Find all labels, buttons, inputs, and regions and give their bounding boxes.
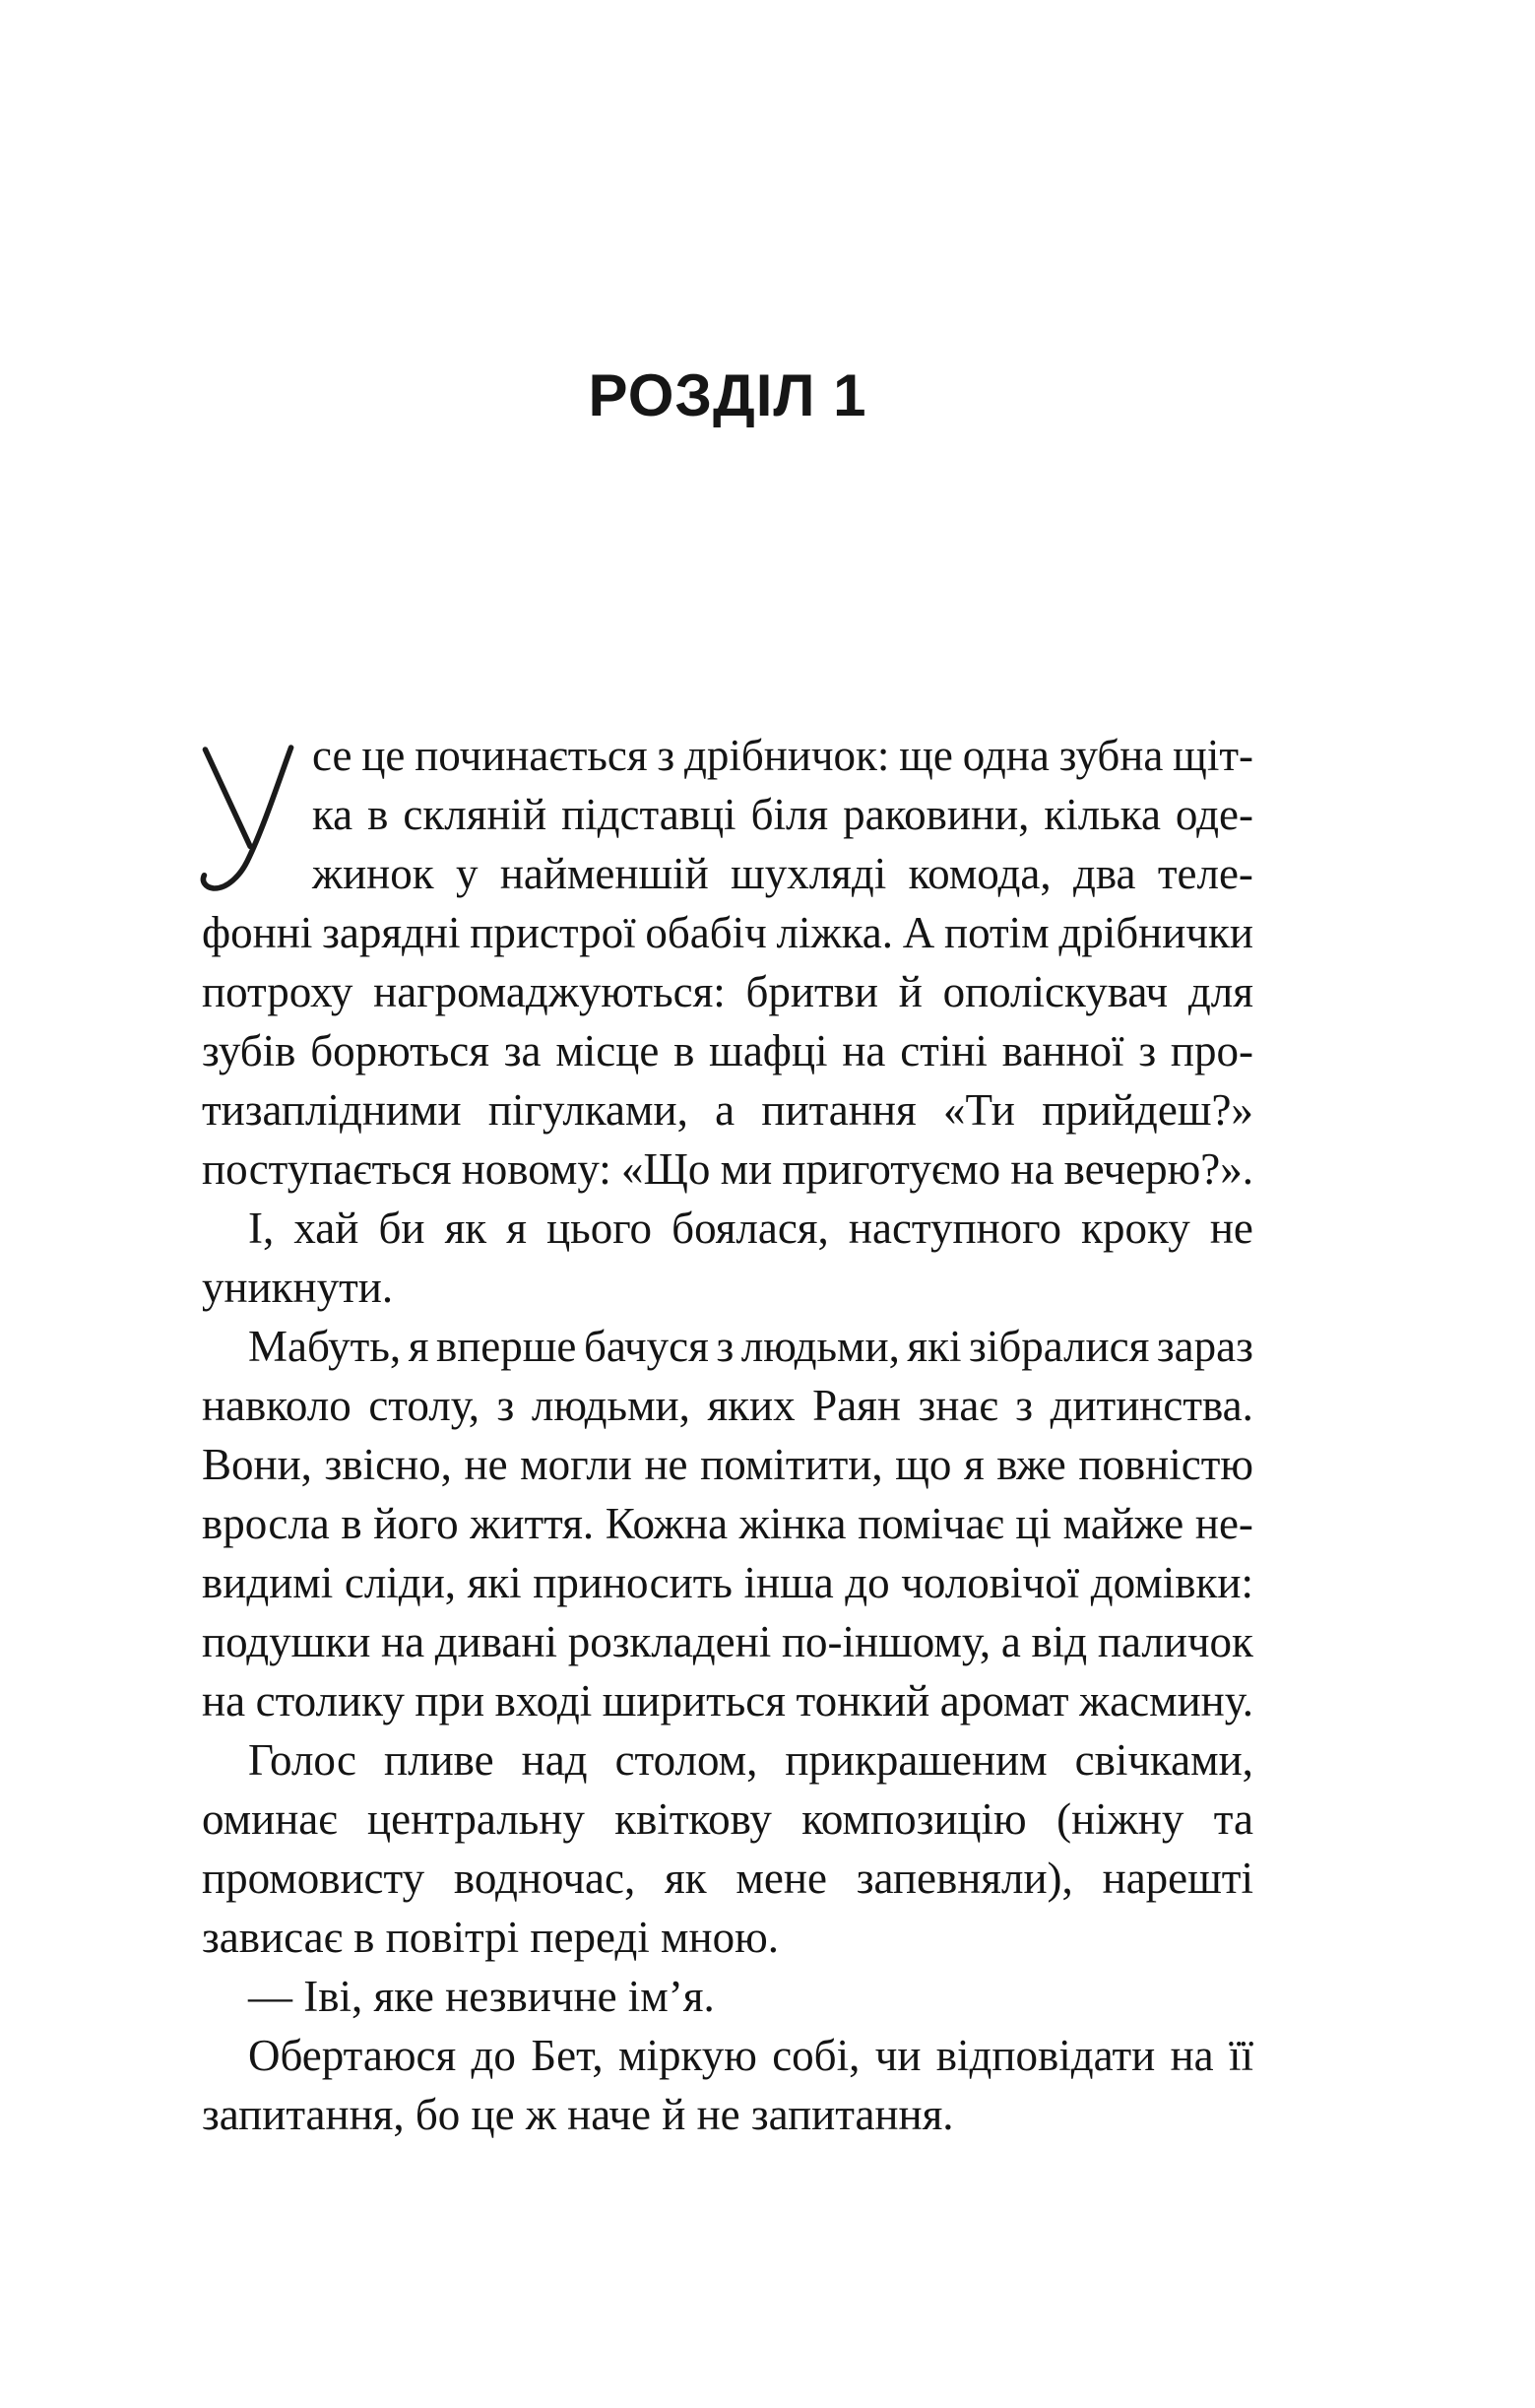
text-line: оминає центральну квіткову композицію (ніжну та [202,1794,1253,1844]
text-line: тизаплідними пігулками, а питання «Ти прийдеш?» [202,1085,1253,1135]
text-line: уникнути. [202,1263,394,1312]
text-line: Мабуть, я вперше бачуся з людьми, які зібралися зараз [248,1322,1253,1371]
text-line: се це починається з дрібничок: ще одна зубна щіт- [312,731,1253,780]
text-line: зависає в повітрі переді мною. [202,1913,779,1962]
text-line: подушки на дивані розкладені по-іншому, а від паличок [202,1617,1253,1666]
drop-cap-letter [195,744,297,893]
text-line: Обертаюся до Бет, міркую собі, чи відповідати на її [248,2031,1253,2080]
text-line: зубів борються за місце в шафці на стіні ванної з про- [202,1026,1253,1075]
page-column [202,0,1253,2408]
paragraph [202,726,1253,1199]
text-line: І, хай би як я цього боялася, наступного кроку не [248,1204,1253,1253]
text-line: ка в скляній підставці біля раковини, кілька оде- [312,790,1253,839]
text-line: навколо столу, з людьми, яких Раян знає з дитинства. [202,1381,1253,1430]
paragraph [202,1199,1253,1317]
text-line: видимі сліди, які приносить інша до чоловічої домівки: [202,1558,1253,1607]
body-text [202,726,1253,2144]
text-line: Вони, звісно, не могли не помітити, що я вже повністю [202,1440,1253,1489]
text-line: поступається новому: «Що ми приготуємо на вечерю?». [202,1144,1253,1194]
paragraph [202,1317,1253,1730]
text-line: жинок у найменшій шухляді комода, два теле- [312,849,1253,898]
text-line: промовисту водночас, як мене запевняли), нарешті [202,1854,1253,1903]
paragraph [202,2026,1253,2144]
text-line: вросла в його життя. Кожна жінка помічає ці майже не- [202,1499,1253,1548]
text-line: — Іві, яке незвичне ім’я. [248,1972,715,2021]
text-line: потроху нагромаджуються: бритви й ополіскувач для [202,967,1253,1016]
text-line: фонні зарядні пристрої обабіч ліжка. А потім дрібнички [202,908,1253,957]
paragraph [202,1730,1253,1967]
chapter-heading: РОЗДІЛ 1 [588,362,867,428]
text-line: Голос пливе над столом, прикрашеним свічками, [248,1735,1253,1785]
text-line: на столику при вході шириться тонкий аромат жасмину. [202,1676,1253,1725]
text-line: запитання, бо це ж наче й не запитання. [202,2090,954,2139]
paragraph [202,1967,1253,2026]
